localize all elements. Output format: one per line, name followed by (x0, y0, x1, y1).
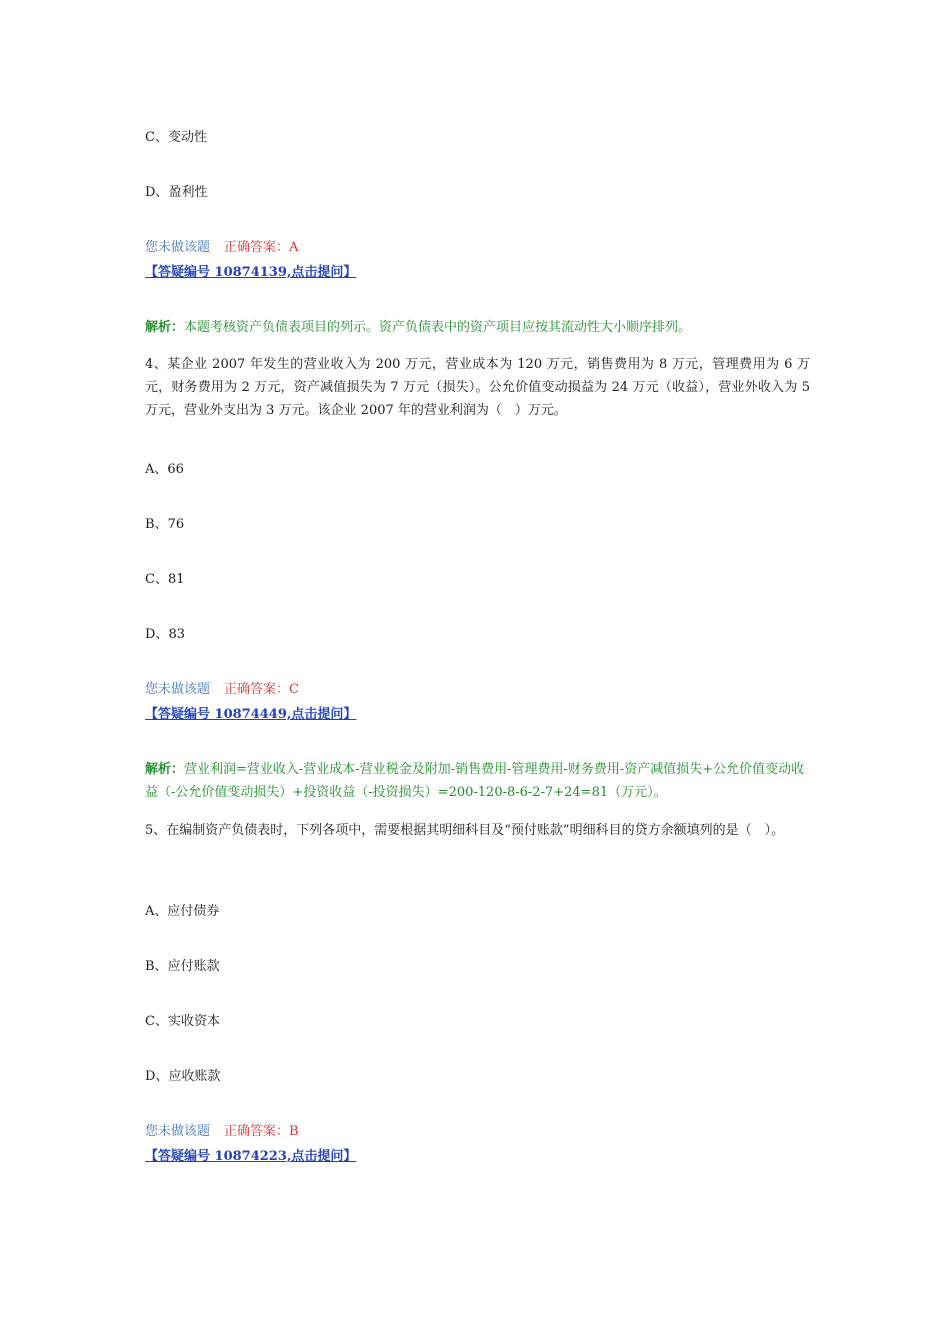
question-text: 4、某企业 2007 年发生的营业收入为 200 万元，营业成本为 120 万元，销售费用为 8 万元，管理费用为 6 万元，财务费用为 2 万元，资产减值损失为 7 万元（损失）。公允价值变动损益为 24 万元（收益），营业外收入为 5 万元，营业外支出为 3 万元。该企业 2007 年的营业利润为（ ）万元。 (145, 357, 810, 418)
option-c[interactable]: C、实收资本 (145, 1014, 220, 1029)
option-b[interactable]: B、应付账款 (145, 959, 220, 974)
correct-answer: 正确答案：C (224, 682, 299, 697)
option-b[interactable]: B、76 (145, 517, 185, 532)
option-d[interactable]: D、83 (145, 627, 185, 642)
answer-status: 您未做该题 (145, 682, 211, 697)
analysis-text: 本题考核资产负债表项目的列示。资产负债表中的资产项目应按其流动性大小顺序排列。 (184, 320, 692, 335)
answer-status: 您未做该题 (145, 1124, 211, 1139)
option-d[interactable]: D、应收账款 (145, 1069, 221, 1084)
option-c[interactable]: C、变动性 (145, 130, 207, 145)
correct-answer: 正确答案：B (224, 1124, 299, 1139)
option-d[interactable]: D、盈利性 (145, 185, 208, 200)
option-a[interactable]: A、66 (145, 462, 184, 477)
option-c[interactable]: C、81 (145, 572, 185, 587)
ask-question-link[interactable]: 【答疑编号 10874139,点击提问】 (145, 265, 357, 280)
analysis-label: 解析： (145, 762, 185, 777)
answer-line (145, 678, 810, 701)
question-text: 5、在编制资产负债表时，下列各项中，需要根据其明细科目及“预付账款”明细科目的贷方余额填列的是（ ）。 (145, 823, 785, 838)
correct-answer: 正确答案：A (224, 240, 299, 255)
analysis (145, 316, 810, 339)
ask-question-link[interactable]: 【答疑编号 10874223,点击提问】 (145, 1149, 357, 1164)
question-link-row (145, 261, 810, 284)
analysis-text: 营业利润=营业收入-营业成本-营业税金及附加-销售费用-管理费用-财务费用-资产减值损失+公允价值变动收益（-公允价值变动损失）+投资收益（-投资损失）=200-120-8-6-2-7+24=81（万元）。 (145, 762, 805, 800)
ask-question-link[interactable]: 【答疑编号 10874449,点击提问】 (145, 707, 357, 722)
analysis-label: 解析： (145, 320, 185, 335)
question-link-row (145, 1145, 810, 1168)
answer-line (145, 1120, 810, 1143)
answer-line (145, 236, 810, 259)
analysis (145, 758, 810, 804)
answer-status: 您未做该题 (145, 240, 211, 255)
option-a[interactable]: A、应付债券 (145, 904, 220, 919)
question-link-row (145, 703, 810, 726)
